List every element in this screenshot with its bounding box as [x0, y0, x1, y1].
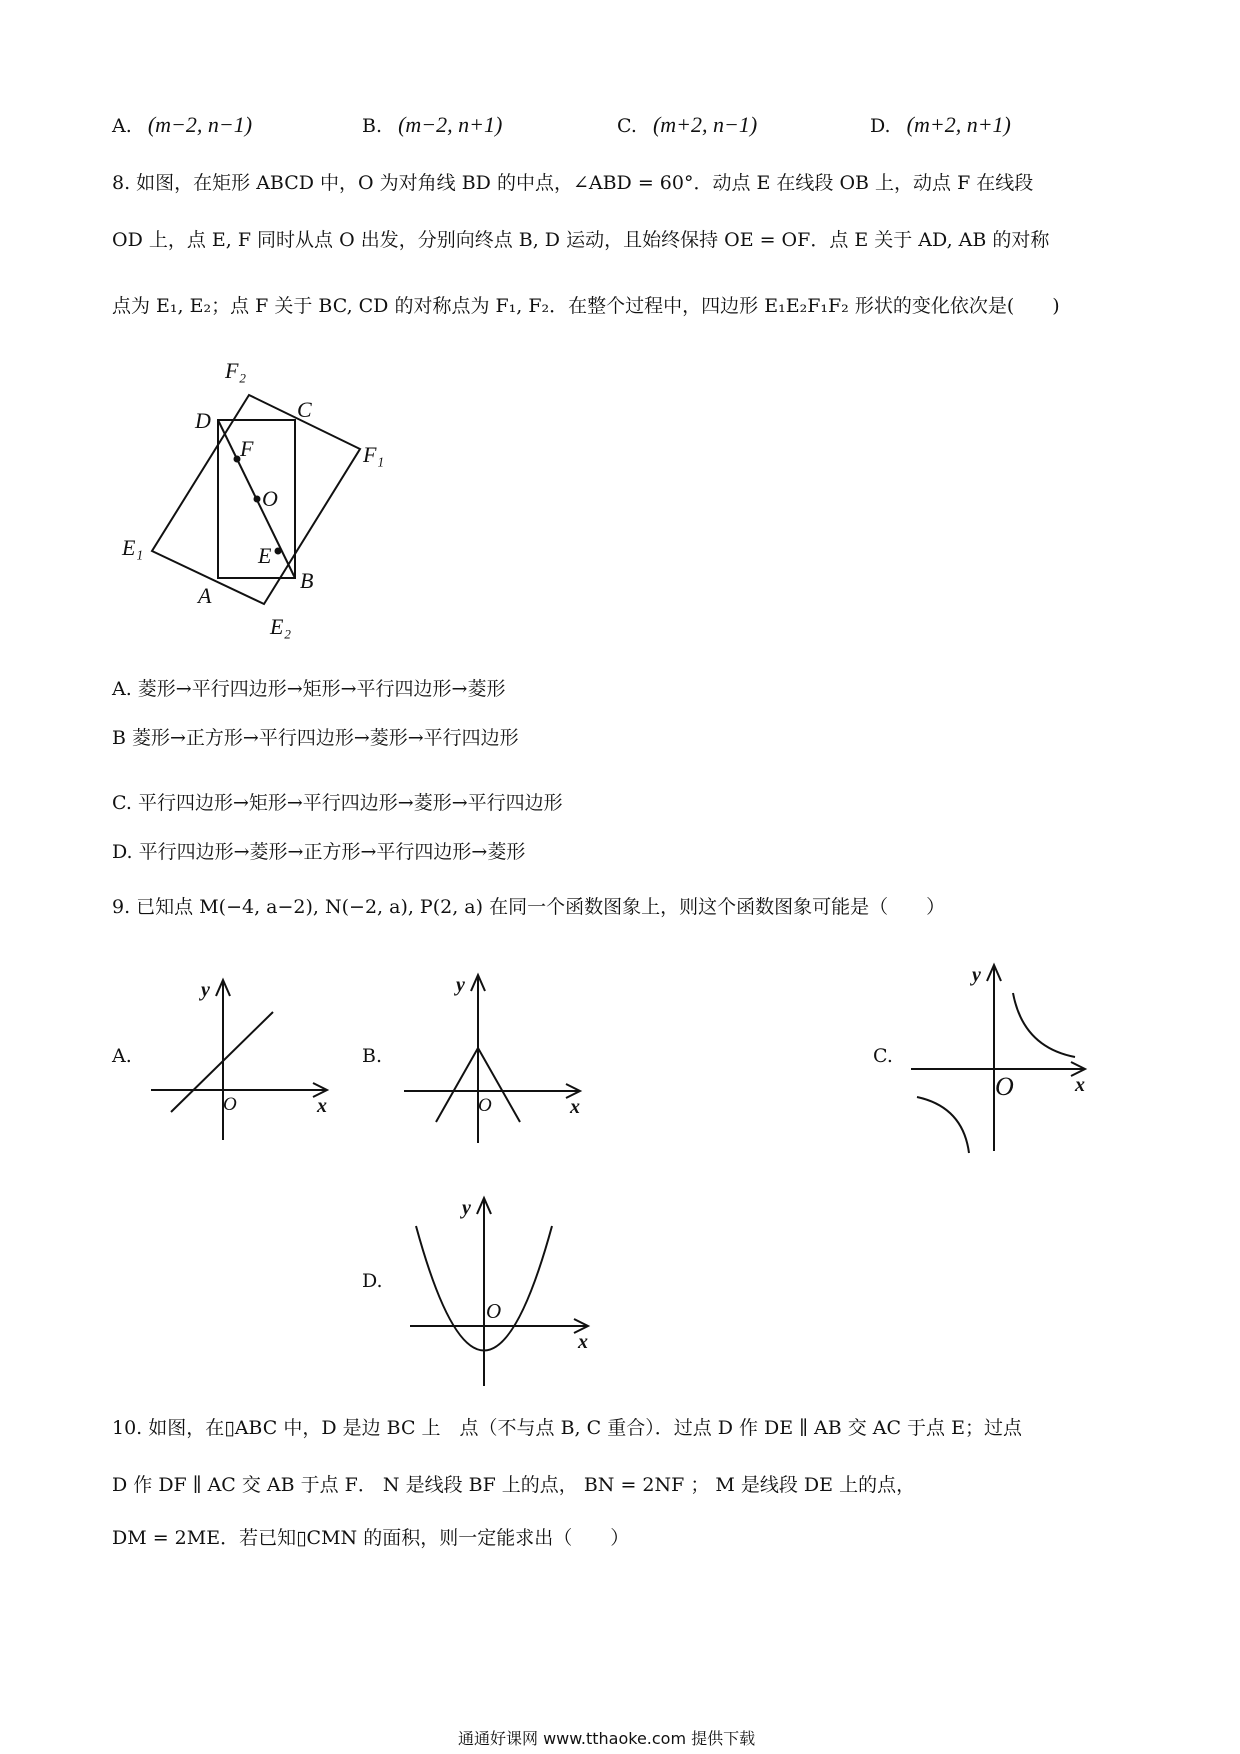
hyperbola-branch-q3 [917, 1097, 969, 1153]
origin-label: O [995, 1072, 1014, 1101]
label-f: F [240, 436, 254, 461]
q9-label-a: A. [112, 1045, 132, 1067]
q7-option-c: C. (m+2, n−1) [617, 112, 758, 137]
q10-stem-line1: 10. 如图，在▯ABC 中，D 是边 BC 上 点（不与点 B, C 重合）．过点 D 作 DE ∥ AB 交 AC 于点 E；过点 [112, 1417, 1022, 1439]
hyperbola-branch-q1 [1013, 993, 1075, 1057]
q7-option-d: D. (m+2, n+1) [870, 112, 1011, 137]
axis-x-label: x [1075, 1074, 1085, 1096]
label-c: C [297, 397, 312, 422]
page-footer: 通通好课网 www.tthaoke.com 提供下载 [458, 1729, 756, 1748]
origin-label: O [223, 1094, 237, 1115]
label-b: B [300, 568, 314, 593]
q8-option-b: B 菱形→正方形→平行四边形→菱形→平行四边形 [112, 727, 519, 749]
label-d: D [195, 408, 211, 433]
point-o [254, 496, 261, 503]
origin-label: O [486, 1299, 502, 1323]
origin-label: O [478, 1095, 492, 1116]
label-a: A [198, 583, 212, 608]
q8-rectangle-figure [110, 355, 410, 645]
q7-option-b: B. (m−2, n+1) [362, 112, 503, 137]
q9-graph-b-vshape [398, 965, 598, 1150]
q9-label-b: B. [362, 1045, 383, 1067]
q8-option-d: D. 平行四边形→菱形→正方形→平行四边形→菱形 [112, 841, 526, 863]
label-f2: F₂ [225, 358, 247, 383]
q10-stem-line2: D 作 DF ∥ AC 交 AB 于点 F． N 是线段 BF 上的点， BN = 2NF ； M 是线段 DE 上的点， [112, 1474, 916, 1496]
q8-stem-line1: 8. 如图，在矩形 ABCD 中，O 为对角线 BD 的中点，∠ABD = 60°．动点 E 在线段 OB 上，动点 F 在线段 [112, 172, 1034, 194]
q9-stem: 9. 已知点 M(−4, a−2), N(−2, a), P(2, a) 在同一个函数图象上，则这个函数图象可能是（ ） [112, 896, 946, 918]
label-e2: E₂ [270, 614, 292, 639]
q9-graph-c-hyperbola [905, 955, 1115, 1160]
q9-label-d: D. [362, 1270, 383, 1292]
q9-graph-a-linear [145, 970, 345, 1150]
axis-y-label: y [972, 964, 981, 986]
label-e: E [258, 543, 272, 568]
axis-x-label: x [578, 1331, 588, 1353]
q8-option-c: C. 平行四边形→矩形→平行四边形→菱形→平行四边形 [112, 792, 563, 814]
q8-stem-line2: OD 上，点 E, F 同时从点 O 出发，分别向终点 B, D 运动，且始终保持 OE = OF．点 E 关于 AD, AB 的对称 [112, 229, 1050, 251]
point-e [275, 548, 282, 555]
axis-x-label: x [570, 1096, 580, 1118]
q8-option-a: A. 菱形→平行四边形→矩形→平行四边形→菱形 [112, 678, 506, 700]
q7-option-a: A. (m−2, n−1) [112, 112, 253, 137]
q10-stem-line3: DM = 2ME．若已知▯CMN 的面积，则一定能求出（ ） [112, 1527, 630, 1549]
q9-label-c: C. [873, 1045, 893, 1067]
label-e1: E₁ [122, 535, 144, 560]
axis-y-label: y [462, 1197, 471, 1219]
label-o: O [262, 486, 278, 511]
axis-x-label: x [317, 1095, 327, 1117]
q9-graph-d-parabola [398, 1190, 608, 1390]
label-f1: F₁ [363, 442, 385, 467]
axis-y-label: y [456, 974, 465, 996]
axis-y-label: y [201, 979, 210, 1001]
q8-stem-line3: 点为 E₁, E₂；点 F 关于 BC, CD 的对称点为 F₁, F₂．在整个过程中，四边形 E₁E₂F₁F₂ 形状的变化依次是( ) [112, 295, 1060, 317]
